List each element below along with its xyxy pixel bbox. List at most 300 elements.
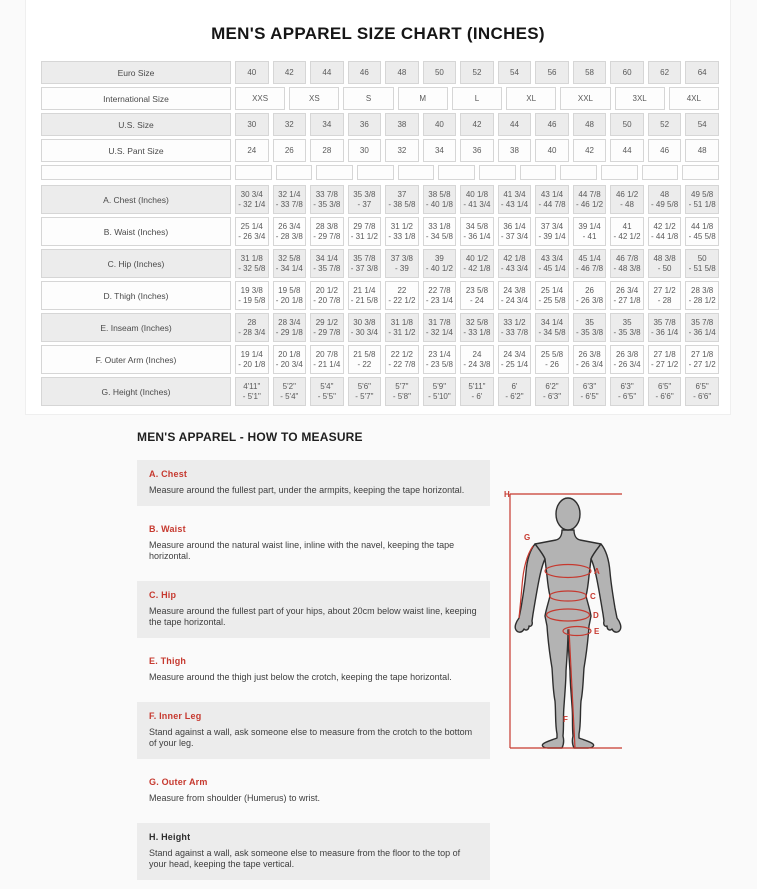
size-cell-line: - 25 1/4 [500,359,529,369]
size-cell-line: 19 3/8 [240,285,263,295]
measure-item-text: Stand against a wall, ask someone else to measure from the floor to the top of your head, keeping the tape vertical. [149,848,461,869]
size-cell-line: 26 [585,285,594,295]
size-cell-line: 43 1/4 [540,189,564,199]
size-cell-line: - 6'6" [693,391,712,401]
size-cell: M [398,87,448,110]
size-cell [310,185,344,214]
size-cell-line: - 48 3/8 [613,263,641,273]
size-cell-line: 27 1/8 [691,349,714,359]
size-cell-line: - 33 1/8 [463,327,491,337]
size-cell [648,185,682,214]
measure-item [137,581,490,638]
empty-cell [479,165,516,180]
size-cell-line: 25 1/4 [240,221,263,231]
size-cell-line: 37 3/8 [390,253,414,263]
size-cell: 50 [610,113,644,136]
size-cell-line: - 50 [657,263,672,273]
size-cell-line: - 32 1/4 [425,327,453,337]
head-shape [556,498,580,530]
size-cell: S [343,87,393,110]
size-cell-line: 35 7/8 [353,253,376,263]
size-cell-line: 26 3/8 [578,349,601,359]
size-cell [273,217,307,246]
size-cell-line: - 46 7/8 [575,263,604,273]
size-cell-line: - 35 3/8 [575,327,604,337]
size-cell-line: - 33 7/8 [500,327,529,337]
size-cell-line: 40 1/2 [465,253,489,263]
measure-item [137,702,490,759]
measurement-diagram [500,484,640,762]
measure-item-heading: H. Height [149,832,191,842]
size-cell: 44 [498,113,532,136]
size-cell-line: - 33 1/8 [388,231,416,241]
size-cell-line: - 42 1/2 [613,231,641,241]
size-cell [348,249,382,278]
size-cell-line: - 26 3/4 [613,359,641,369]
size-cell-line: - 23 1/4 [425,295,453,305]
size-cell-line: 32 1/4 [278,189,301,199]
size-cell-line: 26 3/4 [278,221,301,231]
size-cell: 54 [498,61,532,84]
size-cell-line: - 26 3/8 [575,295,604,305]
empty-cell [520,165,557,180]
row-label: Euro Size [41,61,231,84]
size-cell [573,313,607,342]
size-cell [648,217,682,246]
size-cell-line: 32 5/8 [278,253,301,263]
body-figure-svg [500,484,640,762]
size-cell-line: 20 1/8 [278,349,301,359]
size-cell [685,281,719,310]
empty-cell [601,165,638,180]
size-cell-line: 6'3" [620,381,634,391]
size-cell-line: - 39 1/4 [538,231,566,241]
size-cell-line: - 26 3/4 [575,359,604,369]
size-cell: 40 [235,61,269,84]
size-cell [535,217,569,246]
size-cell [423,313,457,342]
size-cell: 36 [348,113,382,136]
size-cell-line: 24 [472,349,482,359]
size-cell [348,217,382,246]
row-label: B. Waist (Inches) [41,217,231,246]
size-chart-row [41,345,719,374]
size-cell [573,249,607,278]
size-cell-line: - 40 1/8 [425,199,453,209]
size-cell: L [452,87,502,110]
size-cell: 38 [498,139,532,162]
size-cell-line: - 37 3/4 [500,231,529,241]
row-label: U.S. Size [41,113,231,136]
size-cell: 48 [385,61,419,84]
size-cell-line: - 49 5/8 [651,199,679,209]
page-title: MEN'S APPAREL SIZE CHART (INCHES) [211,24,545,43]
size-cell-line: - 28 1/2 [688,295,716,305]
size-cell: 50 [423,61,457,84]
size-cell-line: - 25 5/8 [538,295,566,305]
size-cell [648,281,682,310]
size-chart-row [41,249,719,278]
size-cell: 30 [235,113,269,136]
measure-item-heading: G. Outer Arm [149,777,208,787]
row-label: F. Outer Arm (Inches) [41,345,231,374]
size-cell: 48 [573,113,607,136]
size-cell-line: - 22 7/8 [388,359,416,369]
size-cell-line: 42 1/8 [503,253,526,263]
row-label: A. Chest (Inches) [41,185,231,214]
diagram-letter-chest: A [594,567,600,576]
size-cell [385,313,419,342]
size-cell-line: 28 3/8 [691,285,714,295]
size-chart-row [41,185,719,214]
size-cell-line: - 43 3/4 [500,263,529,273]
row-label: D. Thigh (Inches) [41,281,231,310]
size-cell [310,377,344,406]
size-cell [610,217,644,246]
size-cell-line: 28 3/4 [278,317,301,327]
size-cell: 44 [310,61,344,84]
size-cell-line: 30 3/8 [353,317,376,327]
size-cell-line: 46 1/2 [615,189,639,199]
size-cell: 46 [648,139,682,162]
size-chart-table [41,61,719,409]
size-cell-line: 33 1/8 [428,221,451,231]
size-cell [648,377,682,406]
measure-item-text: Stand against a wall, ask someone else to measure from the crotch to the bottom of your leg. [149,727,473,748]
measure-item [137,768,490,814]
size-cell-line: 34 5/8 [465,221,489,231]
size-cell [535,281,569,310]
size-cell: 56 [535,61,569,84]
size-chart-row [41,87,719,110]
size-cell: 52 [648,113,682,136]
size-cell: 30 [348,139,382,162]
size-cell-line: - 26 3/4 [238,231,266,241]
measure-item-heading: F. Inner Leg [149,711,202,721]
size-cell-line: - 34 1/4 [275,263,303,273]
size-cell: 60 [610,61,644,84]
size-cell-line: 25 5/8 [540,349,564,359]
size-cell-line: - 30 3/4 [350,327,378,337]
size-cell-line: - 27 1/2 [688,359,716,369]
size-cell: 24 [235,139,269,162]
size-cell: 52 [460,61,494,84]
size-cell: 62 [648,61,682,84]
size-cell [610,281,644,310]
size-cell-line: - 34 5/8 [425,231,453,241]
size-cell [460,377,494,406]
size-cell-line: 35 3/8 [353,189,376,199]
size-cell-line: 6'5" [657,381,672,391]
size-cell [235,377,269,406]
size-cell: XXS [235,87,285,110]
size-cell-line: - 6'5" [580,391,599,401]
size-cell-line: - 44 1/8 [651,231,679,241]
size-cell [423,377,457,406]
size-chart-row [41,281,719,310]
size-cell [235,249,269,278]
size-cell-line: - 5'5" [317,391,336,401]
size-cell-line: 22 1/2 [390,349,414,359]
measure-item-text: Measure around the thigh just below the crotch, keeping the tape horizontal. [149,672,452,682]
size-cell-line: - 36 1/4 [688,327,716,337]
size-cell-line: - 48 [620,199,634,209]
size-cell-line: 39 1/4 [578,221,601,231]
size-cell [498,281,532,310]
size-cell-line: - 51 5/8 [688,263,716,273]
size-cell-line: - 41 3/4 [463,199,491,209]
size-cell-line: 24 3/8 [503,285,526,295]
empty-cell [357,165,394,180]
size-cell [385,377,419,406]
size-cell-line: 32 5/8 [465,317,489,327]
size-cell [498,345,532,374]
size-cell-line: - 33 7/8 [275,199,303,209]
empty-cell [316,165,353,180]
size-cell-line: 42 1/2 [653,221,676,231]
size-cell-line: 5'4" [320,381,334,391]
size-cell-line: - 22 [357,359,372,369]
size-cell-line: - 38 5/8 [388,199,416,209]
size-cell [685,345,719,374]
size-cell-line: - 29 7/8 [313,327,341,337]
size-cell-line: 6'5" [695,381,709,391]
size-cell-line: - 29 1/8 [275,327,303,337]
size-cell [235,313,269,342]
size-cell [235,281,269,310]
size-cell-line: - 6' [471,391,483,401]
empty-cell [642,165,679,180]
size-cell [648,249,682,278]
size-cell [273,313,307,342]
size-cell [235,185,269,214]
size-cell [685,377,719,406]
size-cell-line: 23 1/4 [428,349,451,359]
size-cell-line: 35 7/8 [691,317,714,327]
size-cell-line: 31 7/8 [428,317,451,327]
size-cell-line: - 37 [357,199,372,209]
size-cell [310,313,344,342]
size-cell: 32 [385,139,419,162]
size-cell-line: - 43 1/4 [500,199,529,209]
left-arm-shape [515,544,545,632]
size-cell: XXL [560,87,610,110]
row-label: International Size [41,87,231,110]
diagram-letter-outer-arm: G [524,533,531,542]
size-cell-line: 21 5/8 [353,349,376,359]
size-cell-line: - 20 7/8 [313,295,341,305]
size-cell [423,345,457,374]
size-cell-line: - 28 3/8 [275,231,303,241]
size-cell [460,217,494,246]
size-cell-line: 6'3" [582,381,597,391]
size-chart-panel [25,0,731,415]
size-cell-line: - 36 1/4 [463,231,491,241]
size-cell [423,217,457,246]
size-cell-line: 27 1/8 [653,349,676,359]
size-cell [235,217,269,246]
size-cell-line: - 45 5/8 [688,231,716,241]
size-cell-line: - 35 7/8 [313,263,341,273]
size-cell [610,313,644,342]
size-cell [310,345,344,374]
size-cell: 34 [310,113,344,136]
size-cell [273,281,307,310]
size-cell-line: - 6'6" [655,391,674,401]
size-cell-line: 46 7/8 [615,253,639,263]
size-cell-line: - 35 3/8 [613,327,641,337]
size-cell-line: 6' [511,381,518,391]
size-cell [348,377,382,406]
size-cell-line: - 28 [657,295,672,305]
size-cell [235,345,269,374]
size-cell-line: - 31 1/2 [388,327,416,337]
size-cell-line: - 5'4" [280,391,299,401]
size-chart-row [41,313,719,342]
size-chart-row [41,61,719,84]
size-cell-line: 29 1/2 [315,317,338,327]
size-cell [423,185,457,214]
size-cell [385,281,419,310]
empty-cell [438,165,475,180]
size-cell [535,345,569,374]
size-cell-line: - 44 7/8 [538,199,566,209]
size-cell-line: - 19 5/8 [238,295,266,305]
row-label: G. Height (Inches) [41,377,231,406]
size-cell [498,185,532,214]
measure-item-text: Measure around the natural waist line, inline with the navel, keeping the tape horizontal. [149,540,455,561]
size-cell [460,345,494,374]
size-cell: 40 [535,139,569,162]
size-cell [460,313,494,342]
size-cell-line: 49 5/8 [691,189,714,199]
size-cell-line: 22 [397,285,407,295]
size-cell [348,185,382,214]
size-cell-line: 5'2" [282,381,296,391]
empty-cell [398,165,435,180]
size-cell-line: - 29 7/8 [313,231,341,241]
size-chart-row [41,377,719,406]
size-cell-line: - 5'1" [242,391,261,401]
measure-item-text: Measure around the fullest part of your hips, about 20cm below waist line, keeping the tape horizontal. [149,606,477,627]
size-cell [460,281,494,310]
size-cell-line: 30 3/4 [240,189,263,199]
measure-item-heading: A. Chest [149,469,188,479]
size-cell [273,185,307,214]
size-cell-line: 27 1/2 [653,285,676,295]
size-cell-line: 34 1/4 [315,253,338,263]
size-cell [685,185,719,214]
size-cell-line: 44 1/8 [691,221,714,231]
size-cell-line: - 24 3/8 [463,359,491,369]
size-cell-line: - 24 3/4 [500,295,529,305]
empty-cell [235,165,272,180]
size-cell [498,377,532,406]
size-cell-line: 6'2" [545,381,559,391]
size-cell-line: 41 3/4 [503,189,526,199]
size-cell: XL [506,87,556,110]
size-cell: 48 [685,139,719,162]
size-cell-line: 29 7/8 [353,221,376,231]
size-cell-line: - 24 [470,295,484,305]
size-cell [610,345,644,374]
diagram-letter-inner-leg: F [563,715,568,724]
size-cell [348,345,382,374]
size-cell-line: 21 1/4 [353,285,376,295]
size-cell [573,185,607,214]
size-cell-line: 37 3/4 [540,221,564,231]
size-cell-line: 33 1/2 [503,317,526,327]
size-cell [423,281,457,310]
size-cell-line: - 42 1/8 [463,263,491,273]
size-cell-line: - 27 1/8 [613,295,641,305]
body-silhouette [515,498,621,748]
diagram-letter-waist: C [590,592,596,601]
measure-item [137,460,490,506]
size-cell: 54 [685,113,719,136]
size-cell-line: 28 3/8 [315,221,338,231]
size-cell-line: 35 [622,317,632,327]
diagram-letter-height: H [504,490,510,499]
size-cell [573,217,607,246]
size-cell [535,249,569,278]
size-cell-line: - 21 1/4 [313,359,341,369]
measure-item-heading: C. Hip [149,590,177,600]
size-cell [460,249,494,278]
size-cell [273,377,307,406]
size-cell-line: - 32 5/8 [238,263,266,273]
size-cell-line: - 26 [545,359,559,369]
size-cell: 42 [573,139,607,162]
size-cell [498,249,532,278]
size-cell [648,345,682,374]
empty-cell [560,165,597,180]
diagram-letter-thigh: E [594,627,600,636]
size-cell: 38 [385,113,419,136]
size-cell-line: 20 1/2 [315,285,338,295]
size-cell-line: - 20 3/4 [275,359,303,369]
size-cell-line: 28 [247,317,257,327]
size-cell: 34 [423,139,457,162]
size-cell: 40 [423,113,457,136]
size-cell [385,249,419,278]
size-cell: 26 [273,139,307,162]
size-cell-line: - 22 1/2 [388,295,416,305]
size-cell-line: 35 7/8 [653,317,676,327]
size-cell [535,313,569,342]
size-cell: 58 [573,61,607,84]
size-cell-line: 43 3/4 [540,253,564,263]
empty-cell [682,165,719,180]
size-cell-line: 41 [622,221,632,231]
size-cell-line: 36 1/4 [503,221,526,231]
size-cell: 44 [610,139,644,162]
measure-item [137,647,490,693]
size-cell-line: 38 5/8 [428,189,451,199]
size-cell-line: - 39 [394,263,409,273]
size-cell-line: - 20 1/8 [238,359,266,369]
size-cell-line: 22 7/8 [428,285,451,295]
size-cell [385,185,419,214]
size-cell [685,217,719,246]
size-cell-line: 48 3/8 [653,253,676,263]
size-cell-line: 26 3/8 [615,349,639,359]
size-cell [610,249,644,278]
size-cell [460,185,494,214]
size-cell-line: - 40 1/2 [425,263,453,273]
size-cell: 3XL [615,87,665,110]
size-cell [573,281,607,310]
